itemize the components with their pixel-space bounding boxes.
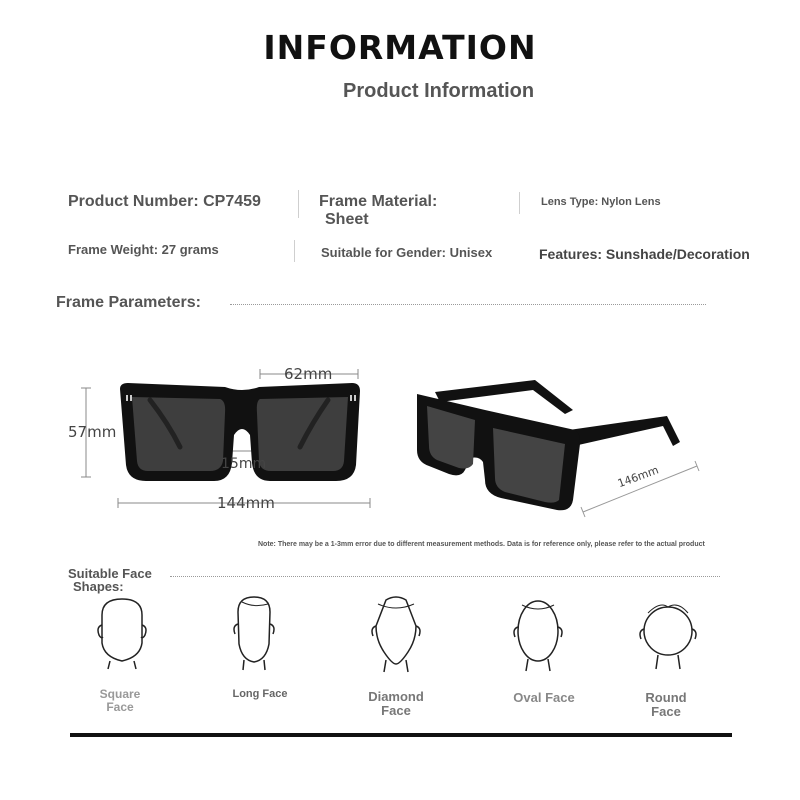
bridge-width-label: 15mm	[221, 456, 267, 472]
bottom-rule	[70, 733, 732, 737]
oval-face-icon	[508, 595, 568, 675]
long-face-icon	[224, 592, 284, 672]
face-label-diamond	[350, 690, 442, 717]
face-label-round	[626, 691, 706, 718]
temple-length-label: 146mm	[616, 463, 661, 491]
diamond-face-icon	[364, 592, 428, 674]
square-face-icon	[90, 595, 154, 670]
face-label-line1: Square	[99, 687, 141, 701]
face-shapes-heading-line2: Shapes:	[73, 579, 124, 594]
face-label-line1: Long Face	[232, 688, 288, 700]
face-label-long	[214, 689, 306, 701]
page-subtitle: Product Information	[343, 80, 535, 102]
divider	[519, 192, 520, 214]
frame-weight: Frame Weight: 27 grams	[68, 242, 219, 257]
frame-material-label: Frame Material:	[319, 193, 438, 210]
dotted-rule	[230, 304, 706, 305]
face-label-line1: Oval Face	[513, 690, 575, 705]
face-label-oval	[496, 691, 592, 705]
page-title: INFORMATION	[263, 28, 537, 67]
lens-width-label: 62mm	[284, 365, 333, 383]
lens-type: Lens Type: Nylon Lens	[541, 196, 661, 208]
face-label-square	[80, 688, 160, 713]
dotted-rule	[170, 576, 720, 577]
face-label-line1: Round	[645, 690, 687, 705]
face-shapes-heading: Suitable Face	[68, 566, 152, 581]
measurement-note: Note: There may be a 1-3mm error due to different measurement methods. Data is for reference only, please refer to the actual product	[258, 541, 705, 548]
divider	[298, 190, 299, 218]
divider	[294, 240, 295, 262]
face-label-line2: Face	[106, 699, 134, 714]
gender: Suitable for Gender: Unisex	[321, 245, 493, 260]
lens-height-label: 57mm	[68, 423, 117, 441]
face-label-line2: Face	[381, 702, 411, 718]
round-face-icon	[638, 597, 698, 675]
frame-material-value: Sheet	[325, 211, 369, 228]
face-label-line2: Face	[651, 703, 681, 719]
features: Features: Sunshade/Decoration	[539, 246, 750, 262]
side-view-glasses	[405, 370, 705, 530]
frame-parameters-heading: Frame Parameters:	[56, 294, 201, 311]
product-number: Product Number: CP7459	[68, 193, 261, 210]
face-label-line1: Diamond	[368, 689, 424, 704]
frame-width-label: 144mm	[217, 494, 275, 512]
